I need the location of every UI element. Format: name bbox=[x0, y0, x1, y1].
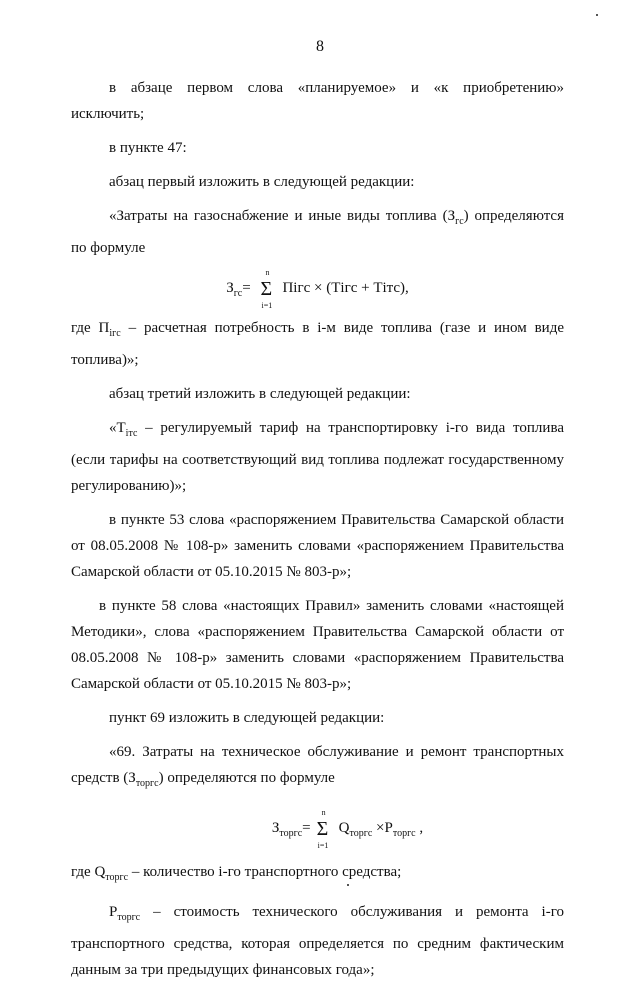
paragraph bbox=[71, 593, 564, 619]
sigma-symbol: Σ bbox=[316, 817, 329, 840]
paragraph bbox=[71, 447, 564, 473]
text-line: где П bbox=[71, 320, 110, 336]
scan-speck bbox=[347, 884, 349, 886]
text-line: Методики», слова «распоряжением Правительства Самарской области от bbox=[71, 624, 564, 640]
text-line: исключить; bbox=[71, 106, 145, 122]
paragraph bbox=[71, 415, 564, 447]
text-line: в пункте 53 слова «распоряжением Правительства Самарской области bbox=[109, 512, 564, 528]
text-line: топлива)»; bbox=[71, 352, 139, 368]
formula-body: Пiгс × (Тiгс + Тiтс), bbox=[282, 280, 409, 296]
text-line: от 08.05.2008 № 108-р» заменить словами «распоряжением Правительства bbox=[71, 538, 564, 554]
paragraph bbox=[71, 473, 564, 499]
equals-sign: = bbox=[242, 280, 255, 296]
sum-upper: n bbox=[265, 267, 270, 277]
formula-lhs: З bbox=[226, 280, 234, 296]
formula-p: P bbox=[384, 820, 393, 836]
text-line: абзац первый изложить в следующей редакции: bbox=[109, 174, 415, 190]
formula-lhs: З bbox=[271, 820, 280, 836]
paragraph bbox=[71, 381, 564, 407]
text-line: Самарской области от 05.10.2015 № 803-р»; bbox=[71, 676, 352, 692]
text-line: – регулируемый тариф на транспортировку i-го вида топлива bbox=[137, 420, 564, 436]
text-line: – стоимость технического обслуживания и ремонта i-го bbox=[140, 904, 564, 920]
text-line: ) определяются по формуле bbox=[158, 770, 335, 786]
text-line: пункт 69 изложить в следующей редакции: bbox=[109, 710, 385, 726]
text-line: – количество i-го транспортного средства; bbox=[128, 864, 402, 880]
formula-maintenance bbox=[71, 797, 564, 859]
text-line: регулированию)»; bbox=[71, 478, 187, 494]
sum-lower: i=1 bbox=[261, 300, 273, 310]
sigma-symbol: Σ bbox=[260, 277, 273, 300]
text-line: «Затраты на газоснабжение и иные виды топлива (З bbox=[109, 208, 456, 224]
subscript: торгс bbox=[279, 828, 303, 839]
subscript: гс bbox=[455, 216, 464, 227]
text-line: где Q bbox=[71, 864, 106, 880]
paragraph bbox=[71, 671, 564, 697]
text-line: (если тарифы на соответствующий вид топлива подлежат государственному bbox=[71, 452, 564, 468]
text-line: 08.05.2008 № 108-р» заменить словами «распоряжением Правительства bbox=[71, 650, 564, 666]
paragraph bbox=[71, 101, 564, 127]
text-line: транспортного средства, которая определяется по средним фактическим bbox=[71, 936, 564, 952]
text-line: Самарской области от 05.10.2015 № 803-р»; bbox=[71, 564, 352, 580]
paragraph bbox=[71, 559, 564, 585]
formula-q: Q bbox=[338, 820, 350, 836]
subscript: торгс bbox=[392, 828, 416, 839]
scan-speck bbox=[596, 14, 598, 16]
sum-sign bbox=[258, 269, 278, 309]
paragraph bbox=[71, 739, 564, 765]
text-line: абзац третий изложить в следующей редакции: bbox=[109, 386, 411, 402]
sum-upper: n bbox=[321, 807, 326, 817]
text-line: Р bbox=[109, 904, 118, 920]
paragraph bbox=[71, 315, 564, 347]
paragraph bbox=[71, 765, 564, 797]
text-line: по формуле bbox=[71, 240, 146, 256]
paragraph bbox=[71, 899, 564, 931]
subscript: iтс bbox=[125, 428, 138, 439]
formula-tail: , bbox=[415, 820, 424, 836]
text-line: данным за три предыдущих финансовых года»; bbox=[71, 962, 375, 978]
times-sign: × bbox=[372, 820, 385, 836]
subscript: торгс bbox=[135, 778, 159, 789]
sum-lower: i=1 bbox=[317, 840, 329, 850]
paragraph bbox=[71, 75, 564, 101]
text-line: – расчетная потребность в i-м виде топлива (газе и ином виде bbox=[120, 320, 564, 336]
paragraph bbox=[71, 705, 564, 731]
equals-sign: = bbox=[302, 820, 311, 836]
text-line: «69. Затраты на техническое обслуживание и ремонт транспортных bbox=[109, 744, 564, 760]
paragraph bbox=[71, 235, 564, 261]
subscript: торгс bbox=[117, 912, 141, 923]
paragraph bbox=[71, 645, 564, 671]
page-number: 8 bbox=[316, 38, 324, 55]
subscript: iгс bbox=[109, 328, 121, 339]
text-line: в пункте 58 слова «настоящих Правил» заменить словами «настоящей bbox=[99, 598, 564, 614]
paragraph bbox=[71, 135, 564, 161]
paragraph bbox=[71, 859, 564, 891]
text-line: средств (З bbox=[71, 770, 136, 786]
paragraph bbox=[71, 957, 564, 983]
paragraph bbox=[71, 931, 564, 957]
paragraph bbox=[71, 347, 564, 373]
text-line: в пункте 47: bbox=[109, 140, 187, 156]
text-line: ) определяются bbox=[463, 208, 564, 224]
paragraph bbox=[71, 169, 564, 195]
formula-gas bbox=[71, 261, 564, 315]
text-line: в абзаце первом слова «планируемое» и «к приобретению» bbox=[109, 80, 564, 96]
paragraph bbox=[71, 203, 564, 235]
text-line: «Т bbox=[109, 420, 126, 436]
subscript: гс bbox=[233, 288, 243, 299]
subscript: торгс bbox=[349, 828, 373, 839]
subscript: торгс bbox=[105, 872, 129, 883]
paragraph bbox=[71, 507, 564, 533]
paragraph bbox=[71, 533, 564, 559]
sum-sign bbox=[315, 809, 335, 849]
document-body bbox=[71, 75, 564, 983]
paragraph bbox=[71, 619, 564, 645]
